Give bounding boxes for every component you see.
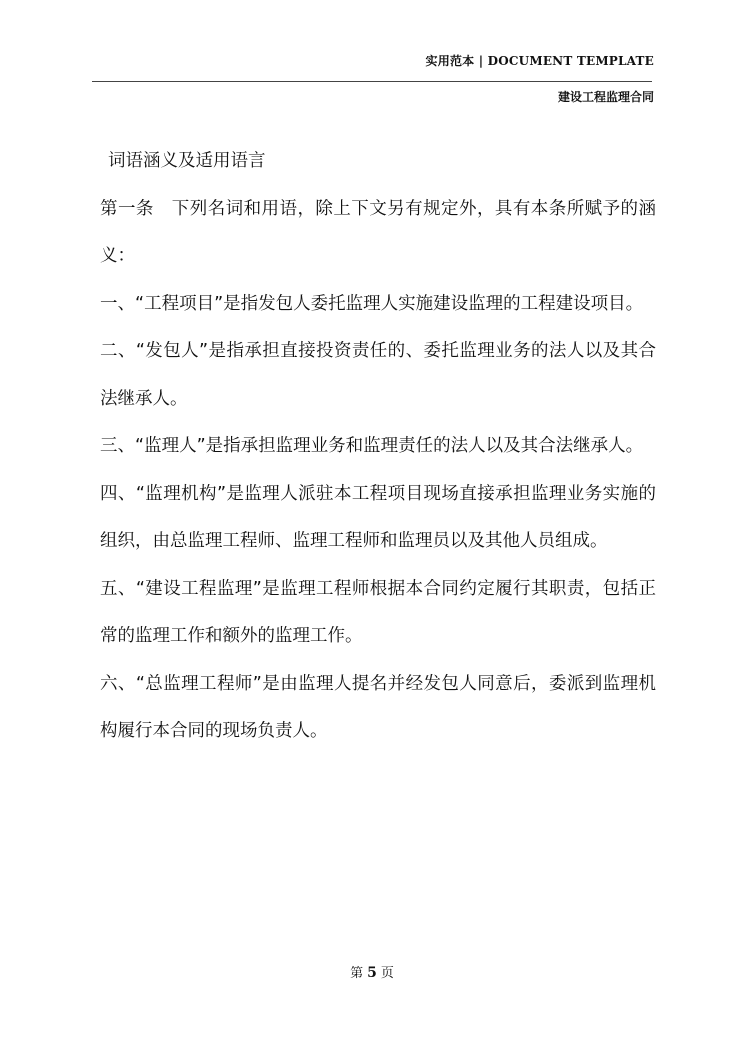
paragraph-item-3: 三、“监理人”是指承担监理业务和监理责任的法人以及其合法继承人。: [100, 436, 644, 456]
page-footer: [0, 962, 744, 981]
paragraph-item-6: 六、“总监理工程师”是由监理人提名并经发包人同意后，委派到监理机构履行本合同的现场负责人。: [100, 673, 656, 741]
document-body: [100, 138, 656, 756]
footer-suffix: 页: [380, 966, 394, 981]
paragraph-item-1: 一、“工程项目”是指发包人委托监理人实施建设监理的工程建设项目。: [100, 293, 644, 314]
section-title: 词语涵义及适用语言: [108, 151, 266, 171]
page-number: 5: [367, 965, 377, 981]
paragraph-article-1: 第一条 下列名词和用语，除上下文另有规定外，具有本条所赋予的涵义：: [100, 198, 656, 266]
paragraph-item-4: 四、“监理机构”是监理人派驻本工程项目现场直接承担监理业务实施的组织，由总监理工程师、监理工程师和监理员以及其他人员组成。: [100, 483, 656, 551]
header-divider: [92, 81, 652, 82]
paragraph-item-2: 二、“发包人”是指承担直接投资责任的、委托监理业务的法人以及其合法继承人。: [100, 341, 656, 409]
footer-prefix: 第: [350, 966, 364, 981]
header-subtitle: 建设工程监理合同: [557, 90, 654, 104]
paragraph-item-5: 五、“建设工程监理”是监理工程师根据本合同约定履行其职责，包括正常的监理工作和额外的监理工作。: [100, 578, 656, 646]
header-title: 实用范本 | DOCUMENT TEMPLATE: [425, 54, 654, 68]
